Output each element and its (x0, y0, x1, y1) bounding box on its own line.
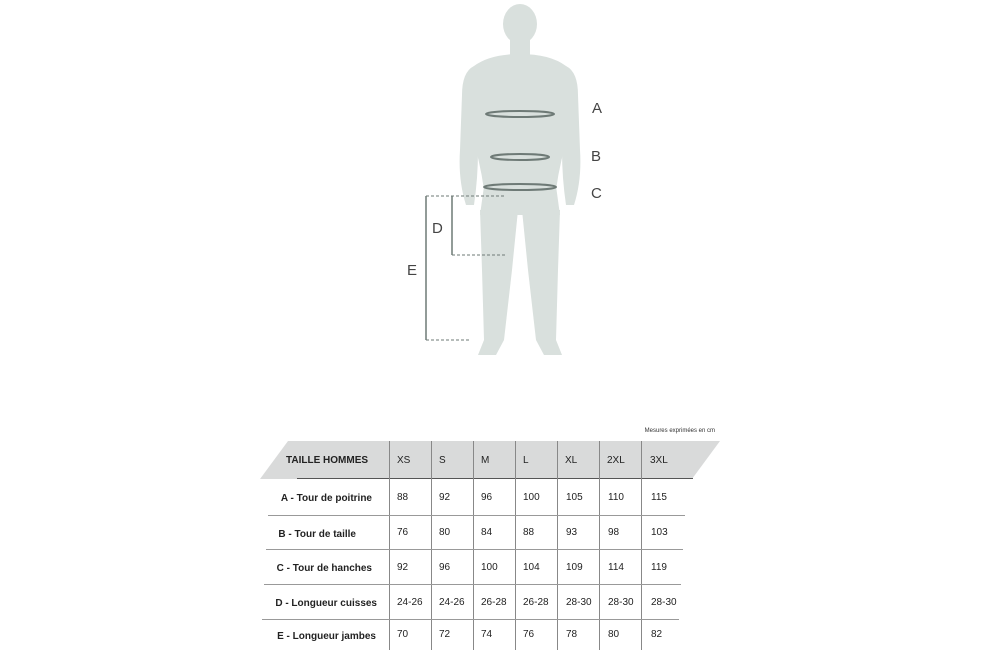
row-divider (264, 584, 681, 585)
table-cell: 26-28 (523, 597, 549, 608)
size-header: S (439, 455, 446, 466)
table-cell: 78 (566, 629, 578, 640)
table-cell: 96 (481, 492, 493, 503)
table-cell: 82 (651, 629, 663, 640)
marker-c: C (591, 185, 602, 202)
table-cell: 74 (481, 629, 493, 640)
table-cell: 76 (523, 629, 535, 640)
table-cell: 115 (651, 492, 667, 503)
table-cell: 104 (523, 562, 540, 573)
table-cell: 110 (608, 492, 624, 503)
table-cell: 24-26 (397, 597, 423, 608)
table-cell: 92 (439, 492, 451, 503)
size-header: 3XL (650, 455, 668, 466)
table-cell: 24-26 (439, 597, 465, 608)
table-cell: 109 (566, 562, 583, 573)
table-cell: 28-30 (651, 597, 677, 608)
table-cell: 26-28 (481, 597, 507, 608)
size-header: XS (397, 455, 411, 466)
row-label: D - Longueur cuisses (275, 598, 377, 609)
marker-e: E (407, 262, 418, 279)
marker-d: D (432, 220, 443, 237)
table-cell: 88 (397, 492, 409, 503)
table-title: TAILLE HOMMES (286, 455, 369, 466)
row-label: B - Tour de taille (278, 529, 356, 540)
table-cell: 76 (397, 527, 409, 538)
table-cell: 100 (481, 562, 498, 573)
table-cell: 96 (439, 562, 451, 573)
row-divider (268, 515, 685, 516)
table-cell: 80 (439, 527, 451, 538)
size-header: L (523, 455, 529, 466)
size-header: XL (565, 455, 578, 466)
table-cell: 72 (439, 629, 451, 640)
table-cell: 114 (608, 562, 624, 573)
table-cell: 119 (651, 562, 667, 573)
table-cell: 28-30 (566, 597, 592, 608)
marker-a: A (592, 100, 603, 117)
table-cell: 88 (523, 527, 535, 538)
table-cell: 100 (523, 492, 540, 503)
size-header: M (481, 455, 490, 466)
table-cell: 103 (651, 527, 668, 538)
table-cell: 80 (608, 629, 620, 640)
row-divider (266, 549, 683, 550)
marker-b: B (591, 148, 602, 165)
table-cell: 92 (397, 562, 409, 573)
table-cell: 105 (566, 492, 583, 503)
row-divider (262, 619, 679, 620)
row-label: C - Tour de hanches (276, 563, 372, 574)
row-label: E - Longueur jambes (277, 631, 376, 642)
units-note: Mesures exprimées en cm (644, 428, 715, 434)
table-cell: 70 (397, 629, 409, 640)
table-cell: 98 (608, 527, 620, 538)
size-header: 2XL (607, 455, 625, 466)
table-cell: 84 (481, 527, 493, 538)
row-label: A - Tour de poitrine (280, 493, 372, 504)
table-cell: 28-30 (608, 597, 634, 608)
table-cell: 93 (566, 527, 578, 538)
header-underline (297, 478, 693, 479)
